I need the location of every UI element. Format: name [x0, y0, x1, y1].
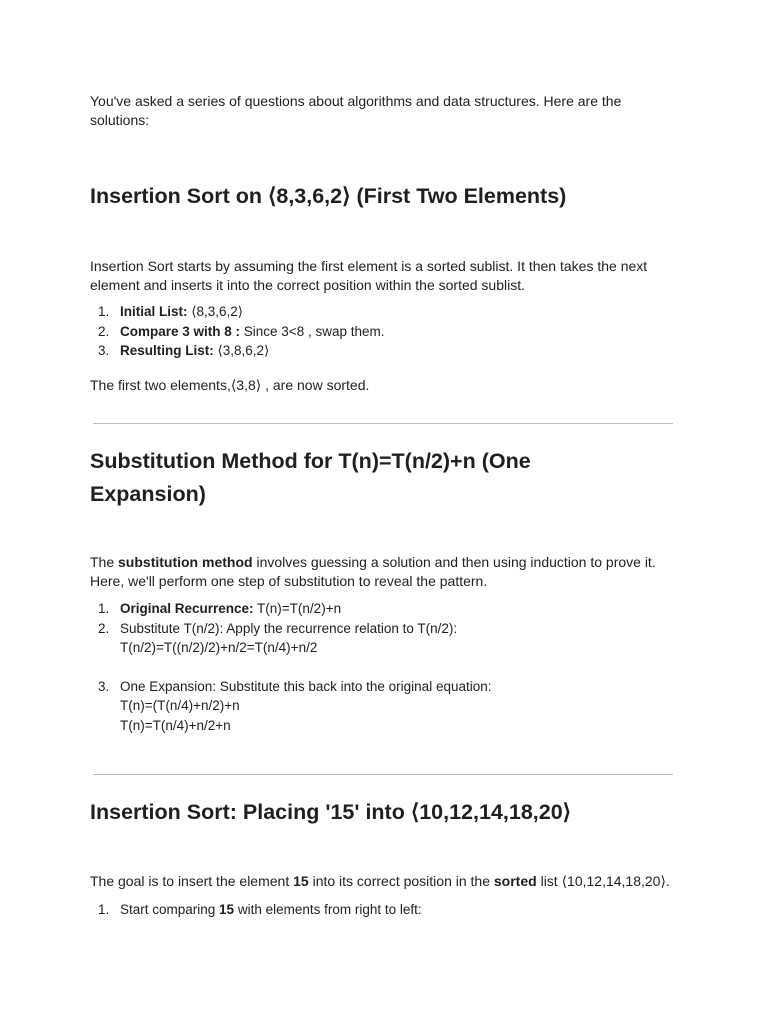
- section-1-list: [90, 302, 680, 361]
- section-3-paragraph: The goal is to insert the element 15 into its correct position in the sorted list ⟨10,12,14,18,20⟩.: [90, 873, 670, 889]
- section-1-paragraph: Insertion Sort starts by assuming the first element is a sorted sublist. It then takes the next element and inserts it into the correct position within the sorted sublist.: [90, 258, 648, 293]
- intro-text: You've asked a series of questions about algorithms and data structures. Here are the solutions:: [90, 93, 622, 128]
- list-item: 2. Compare 3 with 8 : Since 3<8 , swap them.: [98, 323, 385, 339]
- section-3-list: [90, 900, 680, 920]
- section-3-heading: Insertion Sort: Placing '15' into ⟨10,12,14,18,20⟩: [90, 800, 572, 824]
- divider: [93, 423, 673, 424]
- list-item: 1. Original Recurrence: T(n)=T(n/2)+n: [98, 601, 342, 616]
- divider: [93, 774, 673, 775]
- list-item: 1. Initial List: ⟨8,3,6,2⟩: [98, 304, 244, 319]
- section-2-list: [90, 599, 680, 735]
- list-item: 3. One Expansion: Substitute this back into the original equation: T(n)=(T(n/4)+n/2)+n T(n)=T(n/4)+n/2+n: [98, 678, 492, 733]
- section-2-paragraph: The substitution method involves guessing a solution and then using induction to prove it. Here, we'll perform one step of substitution to reveal the pattern.: [90, 554, 656, 589]
- section-1-conclusion: The first two elements,⟨3,8⟩ , are now sorted.: [90, 377, 370, 393]
- list-item: 2. Substitute T(n/2): Apply the recurrence relation to T(n/2): T(n/2)=T((n/2)/2)+n/2=T(n/4)+n/2: [98, 620, 458, 655]
- list-item: 1. Start comparing 15 with elements from right to left:: [98, 902, 422, 917]
- list-item: 3. Resulting List: ⟨3,8,6,2⟩: [98, 343, 270, 358]
- section-2-heading: Substitution Method for T(n)=T(n/2)+n (One Expansion): [90, 449, 531, 506]
- section-1-heading: Insertion Sort on ⟨8,3,6,2⟩ (First Two Elements): [90, 184, 567, 208]
